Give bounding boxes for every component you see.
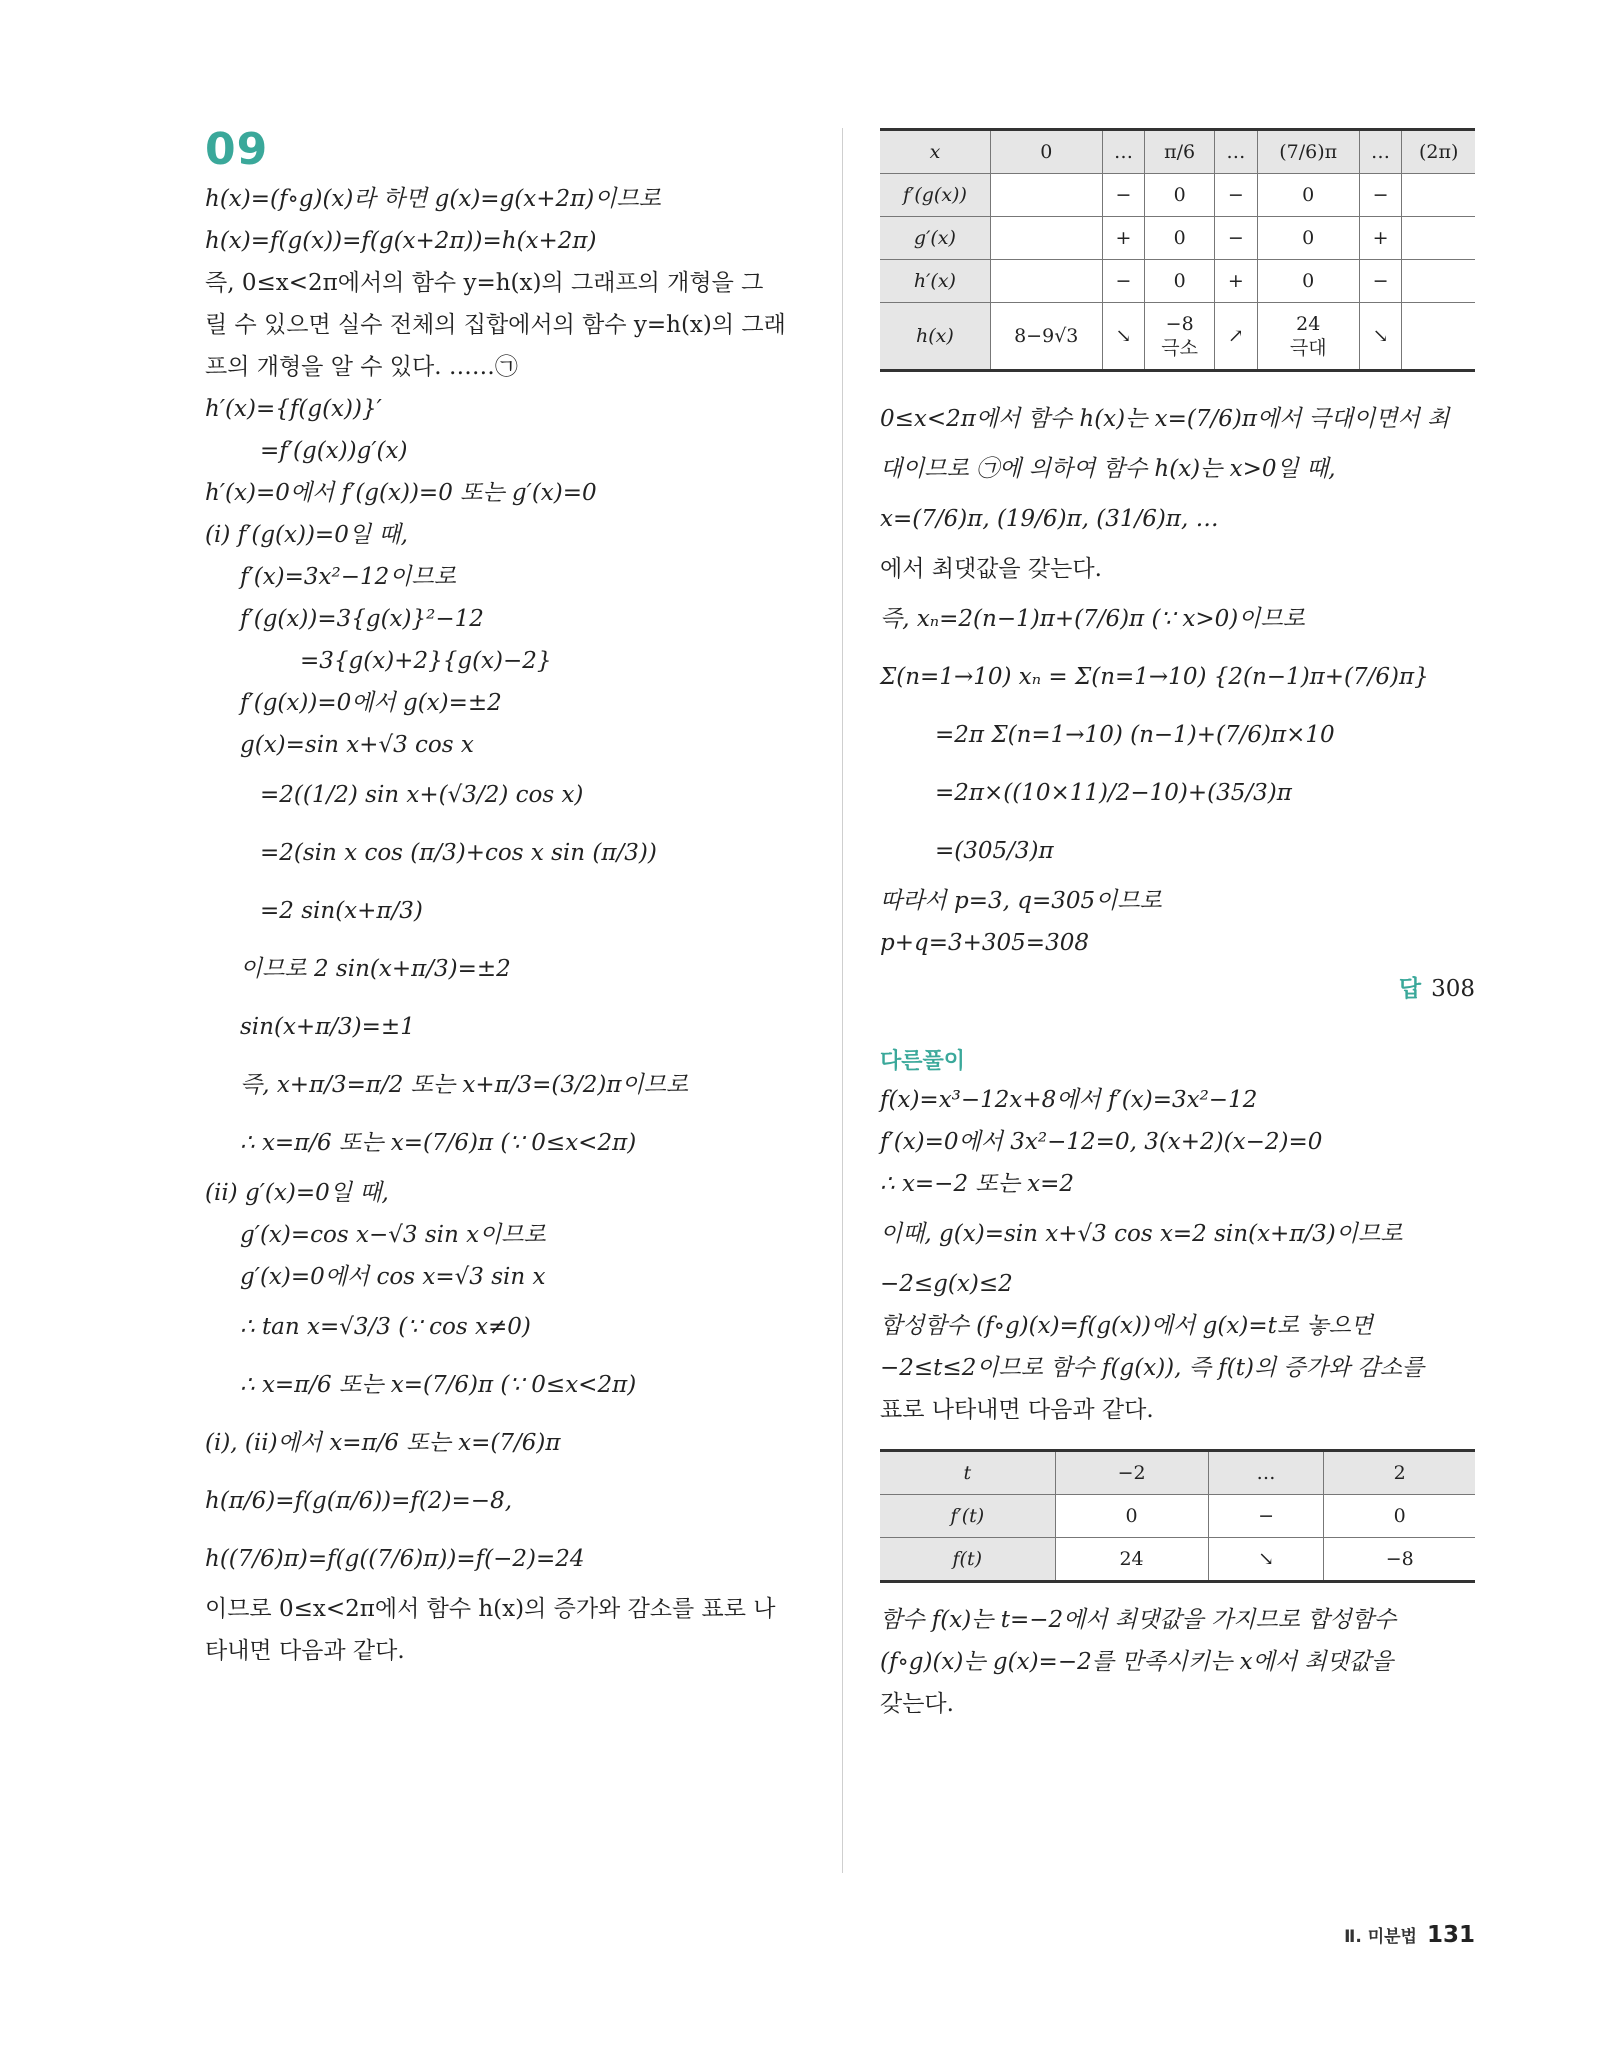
table-cell: − [1359,174,1402,217]
solution-line: h(π/6)=f(g(π/6))=f(2)=−8, [205,1488,513,1514]
table-header-cell: (2π) [1402,130,1475,174]
answer-label: 답 [1398,976,1422,1002]
table-cell [1402,303,1475,371]
answer [880,968,1475,1010]
table-cell: 0 [1257,260,1359,303]
right-column [880,128,1475,1725]
solution-line: 릴 수 있으면 실수 전체의 집합에서의 함수 y=h(x)의 그래 [205,312,786,338]
solution-line: =3{g(x)+2}{g(x)−2} [300,648,552,674]
table-cell: − [1208,1495,1324,1538]
page-footer [1344,1922,1475,1948]
solution-line: 프의 개형을 알 수 있다. ……㉠ [205,354,518,380]
table-cell: + [1359,217,1402,260]
table-cell: 8−9√3 [990,303,1102,371]
table-cell: 0 [1145,174,1215,217]
table-row [880,260,1475,303]
table-cell: 0 [1055,1495,1208,1538]
table-cell [1402,174,1475,217]
table-row [880,217,1475,260]
increase-decrease-table-f [880,1449,1475,1583]
solution-line: (i), (ii)에서 x=π/6 또는 x=(7/6)π [205,1430,561,1456]
solution-line: =f′(g(x))g′(x) [260,438,408,464]
table-cell: + [1215,260,1258,303]
solution-line: 합성함수 (f∘g)(x)=f(g(x))에서 g(x)=t로 놓으면 [880,1313,1374,1339]
column-divider [842,128,843,1873]
solution-line: (f∘g)(x)는 g(x)=−2를 만족시키는 x에서 최댓값을 [880,1649,1394,1675]
solution-line: f(x)=x³−12x+8에서 f′(x)=3x²−12 [880,1087,1258,1113]
solution-line: 타내면 다음과 같다. [205,1638,405,1664]
table-cell: 0 [1145,260,1215,303]
solution-line: ∴ x=π/6 또는 x=(7/6)π (∵ 0≤x<2π) [240,1372,637,1398]
solution-line: h(x)=(f∘g)(x)라 하면 g(x)=g(x+2π)이므로 [205,186,661,212]
solution-line: ∴ tan x=√3/3 (∵ cos x≠0) [240,1314,531,1340]
solution-line: 즉, 0≤x<2π에서의 함수 y=h(x)의 그래프의 개형을 그 [205,270,764,296]
row-label: f′(t) [880,1495,1055,1538]
table-cell: 0 [1324,1495,1475,1538]
row-label: g′(x) [880,217,990,260]
alt-solution-heading: 다른풀이 [880,1049,966,1074]
solution-line: g(x)=sin x+√3 cos x [240,732,474,758]
table-row [880,1538,1475,1582]
table-header-cell: t [880,1451,1055,1495]
solution-line: =2((1/2) sin x+(√3/2) cos x) [260,782,584,808]
solution-line: =(305/3)π [935,838,1054,864]
solution-line: ∴ x=π/6 또는 x=(7/6)π (∵ 0≤x<2π) [240,1130,637,1156]
table-header-cell: x [880,130,990,174]
row-label: h(x) [880,303,990,371]
solution-line: 이므로 2 sin(x+π/3)=±2 [240,956,511,982]
problem-number: 09 [205,124,269,175]
chapter-label: Ⅱ. 미분법 [1344,1927,1417,1947]
extremum-value: 24 [1296,313,1321,335]
solution-line: p+q=3+305=308 [880,930,1089,956]
table-cell: 0 [1257,174,1359,217]
table-header-cell: … [1215,130,1258,174]
table-cell [1402,217,1475,260]
table-cell: ↘ [1102,303,1145,371]
solution-line: f′(x)=0에서 3x²−12=0, 3(x+2)(x−2)=0 [880,1129,1323,1155]
solution-line: =2 sin(x+π/3) [260,898,423,924]
solution-line: 이때, g(x)=sin x+√3 cos x=2 sin(x+π/3)이므로 [880,1221,1403,1247]
row-label: f′(g(x)) [880,174,990,217]
table-cell: − [1102,174,1145,217]
solution-line: h(x)=f(g(x))=f(g(x+2π))=h(x+2π) [205,228,597,254]
solution-line: 에서 최댓값을 갖는다. [880,556,1102,582]
table-row [880,303,1475,371]
row-label: h′(x) [880,260,990,303]
solution-line: 표로 나타내면 다음과 같다. [880,1397,1154,1423]
increase-decrease-table-h [880,128,1475,372]
left-column [205,124,810,1672]
case-heading: (i) f′(g(x))=0일 때, [205,522,408,548]
solution-line: =2(sin x cos (π/3)+cos x sin (π/3)) [260,840,657,866]
table-cell [1402,260,1475,303]
table-header-cell: −2 [1055,1451,1208,1495]
solution-line: f′(g(x))=3{g(x)}²−12 [240,606,484,632]
table-cell [1145,303,1215,371]
solution-line: g′(x)=cos x−√3 sin x이므로 [240,1222,546,1248]
table-row [880,174,1475,217]
solution-line: h′(x)={f(g(x))}′ [205,396,382,422]
solution-line: −2≤g(x)≤2 [880,1271,1013,1297]
table-cell: − [1359,260,1402,303]
table-cell: + [1102,217,1145,260]
table-cell: ↘ [1208,1538,1324,1582]
extremum-value: −8 [1165,313,1194,335]
solution-line: 따라서 p=3, q=305이므로 [880,888,1162,914]
table-header-cell: … [1359,130,1402,174]
solution-line: sin(x+π/3)=±1 [240,1014,415,1040]
solution-line: 대이므로 ㉠에 의하여 함수 h(x)는 x>0일 때, [880,456,1336,482]
table-cell: − [1102,260,1145,303]
table-cell [990,217,1102,260]
table-row [880,1495,1475,1538]
solution-line: 갖는다. [880,1691,954,1717]
table-header-cell: … [1102,130,1145,174]
table-cell: − [1215,217,1258,260]
table-cell: ↘ [1359,303,1402,371]
local-max-label: 극대 [1289,337,1327,359]
solution-line: =2π Σ(n=1→10) (n−1)+(7/6)π×10 [935,722,1335,748]
solution-line: f′(x)=3x²−12이므로 [240,564,456,590]
page-number: 131 [1426,1922,1475,1948]
table-cell [1257,303,1359,371]
solution-line: Σ(n=1→10) xₙ = Σ(n=1→10) {2(n−1)π+(7/6)π} [880,664,1429,690]
solution-line: ∴ x=−2 또는 x=2 [880,1171,1075,1197]
solution-line: h′(x)=0에서 f′(g(x))=0 또는 g′(x)=0 [205,480,597,506]
solution-line: 즉, x+π/3=π/2 또는 x+π/3=(3/2)π이므로 [240,1072,689,1098]
table-cell: 0 [1257,217,1359,260]
table-cell [990,260,1102,303]
solution-line: =2π×((10×11)/2−10)+(35/3)π [935,780,1292,806]
table-header-cell: … [1208,1451,1324,1495]
table-cell: −8 [1324,1538,1475,1582]
table-cell [990,174,1102,217]
table-header-cell: 2 [1324,1451,1475,1495]
table-cell: 0 [1145,217,1215,260]
table-cell: ↗ [1215,303,1258,371]
case-heading: (ii) g′(x)=0일 때, [205,1180,389,1206]
table-header-cell: π/6 [1145,130,1215,174]
row-label: f(t) [880,1538,1055,1582]
solution-line: g′(x)=0에서 cos x=√3 sin x [240,1264,546,1290]
answer-value: 308 [1431,976,1475,1002]
local-min-label: 극소 [1161,337,1199,359]
solution-line: 0≤x<2π에서 함수 h(x)는 x=(7/6)π에서 극대이면서 최 [880,406,1450,432]
solution-line: −2≤t≤2이므로 함수 f(g(x)), 즉 f(t)의 증가와 감소를 [880,1355,1425,1381]
table-cell: − [1215,174,1258,217]
solution-line: 함수 f(x)는 t=−2에서 최댓값을 가지므로 합성함수 [880,1607,1397,1633]
solution-line: f′(g(x))=0에서 g(x)=±2 [240,690,502,716]
table-header-cell: (7/6)π [1257,130,1359,174]
solution-line: 즉, xₙ=2(n−1)π+(7/6)π (∵ x>0)이므로 [880,606,1305,632]
solution-line: h((7/6)π)=f(g((7/6)π))=f(−2)=24 [205,1546,585,1572]
solution-line: x=(7/6)π, (19/6)π, (31/6)π, … [880,506,1219,532]
solution-line: 이므로 0≤x<2π에서 함수 h(x)의 증가와 감소를 표로 나 [205,1596,776,1622]
table-header-cell: 0 [990,130,1102,174]
table-cell: 24 [1055,1538,1208,1582]
